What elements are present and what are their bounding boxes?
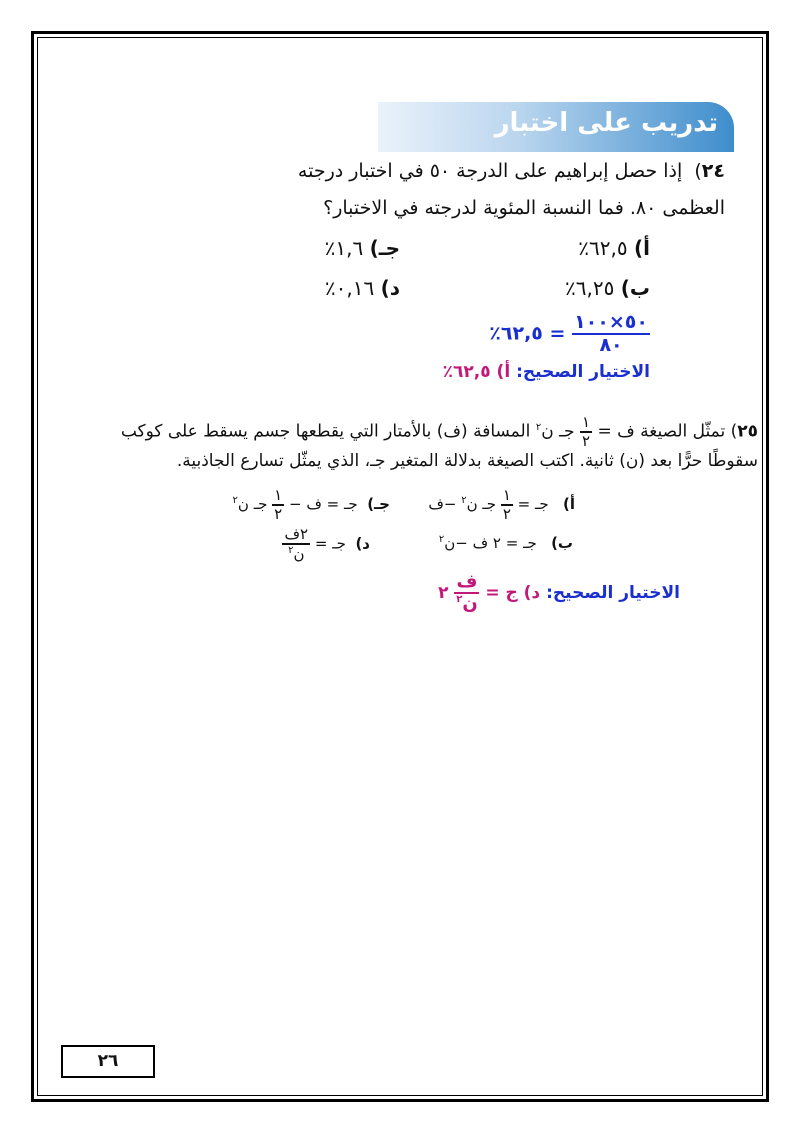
q25-answer-fden-text: ن	[462, 592, 478, 614]
q25-option-d-pre: جـ =	[314, 534, 346, 553]
q25-option-a-fden: ٢	[502, 504, 511, 523]
q24-option-d-text: ٠,١٦٪	[324, 276, 375, 300]
q25-option-b	[439, 534, 573, 552]
q25-option-b-text: جـ = ٢ ف −ن	[444, 534, 537, 552]
q25-answer-label: الاختيار الصحيح:	[546, 582, 680, 603]
q25-option-d-fden	[282, 545, 310, 563]
q25-option-c-label: جـ)	[367, 495, 390, 513]
q24-option-c-label: جـ)	[369, 236, 400, 260]
section-banner	[378, 102, 734, 152]
q25-half-fraction	[580, 414, 592, 449]
q25-half-den: ٢	[581, 431, 591, 450]
q25-number: ٢٥	[737, 421, 758, 442]
q24-answer-label: الاختيار الصحيح:	[516, 362, 650, 382]
q24-option-b	[565, 276, 650, 300]
q25-option-a	[428, 487, 575, 522]
q25-text-2: سقوطًا حرًّا بعد (ن) ثانية. اكتب الصيغة بدلالة المتغير جـ، الذي يمثّل تسارع الجاذبية.	[176, 451, 758, 471]
q24-option-a-text: ٦٢,٥٪	[578, 236, 628, 260]
q24-number: ٢٤	[701, 160, 725, 182]
q25-text-rest: المسافة (ف) بالأمتار التي يقطعها جسم يسقط على كوكب	[120, 421, 536, 442]
q24-calculation	[489, 312, 650, 356]
q24-option-c	[325, 236, 400, 260]
q24-calc-numerator: ٥٠×١٠٠	[574, 311, 648, 333]
q24-option-a	[578, 236, 650, 260]
q25-option-d	[282, 526, 370, 562]
q24-option-c-text: ١,٦٪	[324, 236, 364, 260]
q25-answer-fden-sup: ٢	[456, 593, 463, 605]
q25-answer	[438, 572, 680, 614]
q24-calc-result: = ٦٢,٥٪	[489, 322, 566, 345]
q25-option-c-pre: جـ = ف −	[288, 495, 358, 513]
q25-option-a-post: جـ ن	[466, 495, 497, 513]
q25-text-pre: تمثّل الصيغة ف =	[597, 421, 726, 442]
q24-answer-value: أ) ٦٢,٥٪	[442, 362, 511, 382]
q25-option-a-pre: جـ =	[517, 495, 549, 513]
q25-option-b-label: ب)	[551, 534, 573, 552]
q24-line1: ٢٤) إذا حصل إبراهيم على الدرجة ٥٠ في اختبار درجته	[297, 160, 725, 182]
q24-line2	[323, 197, 725, 219]
q25-answer-fnum: ف	[456, 571, 478, 592]
page-border-inner	[37, 37, 763, 1096]
q25-text-post: جـ ن	[541, 421, 575, 442]
q25-option-d-fden-text: ن	[293, 544, 305, 563]
q25-option-a-fnum: ١	[502, 486, 511, 504]
q25-option-c-fden: ٢	[274, 504, 283, 523]
q25-option-a-label: أ)	[563, 495, 575, 513]
q24-option-d	[325, 276, 400, 300]
q25-option-a-tail: −ف	[428, 495, 462, 513]
q24-calc-fraction	[572, 312, 650, 356]
q25-option-d-fden-sup: ٢	[288, 544, 294, 556]
q25-option-a-sup: ٢	[461, 495, 467, 506]
q25-half-num: ١	[581, 413, 591, 431]
section-title: تدريب على اختبار	[494, 108, 718, 138]
q25-answer-prefix: د) ج =	[485, 582, 541, 603]
q25-line1: ٢٥) تمثّل الصيغة ف = $\frac{١}{٢}$ جـ ن$^٢$ المسافة (ف) بالأمتار التي يقطعها جسم يسقط على كوكب	[120, 413, 758, 450]
page-number: ٢٦	[61, 1045, 155, 1078]
q25-line2	[177, 451, 758, 471]
q25-sup: ٢	[535, 421, 542, 433]
q24-option-a-label: أ)	[634, 236, 650, 260]
q24-calc-denominator: ٨٠	[599, 333, 623, 356]
q25-option-d-fraction	[282, 526, 310, 562]
q24-text-2: العظمى ٨٠. فما النسبة المئوية لدرجته في الاختبار؟	[323, 197, 725, 219]
q25-option-a-fraction	[501, 487, 513, 522]
q25-answer-fden	[454, 594, 479, 614]
q24-option-d-label: د)	[380, 276, 400, 300]
q24-option-b-text: ٦,٢٥٪	[565, 276, 615, 300]
q25-option-b-sup: ٢	[438, 534, 445, 545]
q25-option-d-fnum: ٢ف	[284, 525, 309, 543]
q25-option-c	[233, 487, 390, 522]
q25-option-d-label: د)	[355, 534, 370, 553]
q25-option-c-fraction	[272, 487, 284, 522]
q25-option-c-sup: ٢	[232, 495, 238, 506]
q25-option-c-fnum: ١	[274, 486, 283, 504]
q24-answer	[443, 362, 650, 382]
q25-answer-coef: ٢	[438, 582, 449, 603]
q25-option-c-post: جـ ن	[237, 495, 268, 513]
q24-text-1: إذا حصل إبراهيم على الدرجة ٥٠ في اختبار درجته	[297, 160, 683, 182]
q24-option-b-label: ب)	[620, 276, 650, 300]
q25-answer-fraction	[454, 572, 479, 614]
